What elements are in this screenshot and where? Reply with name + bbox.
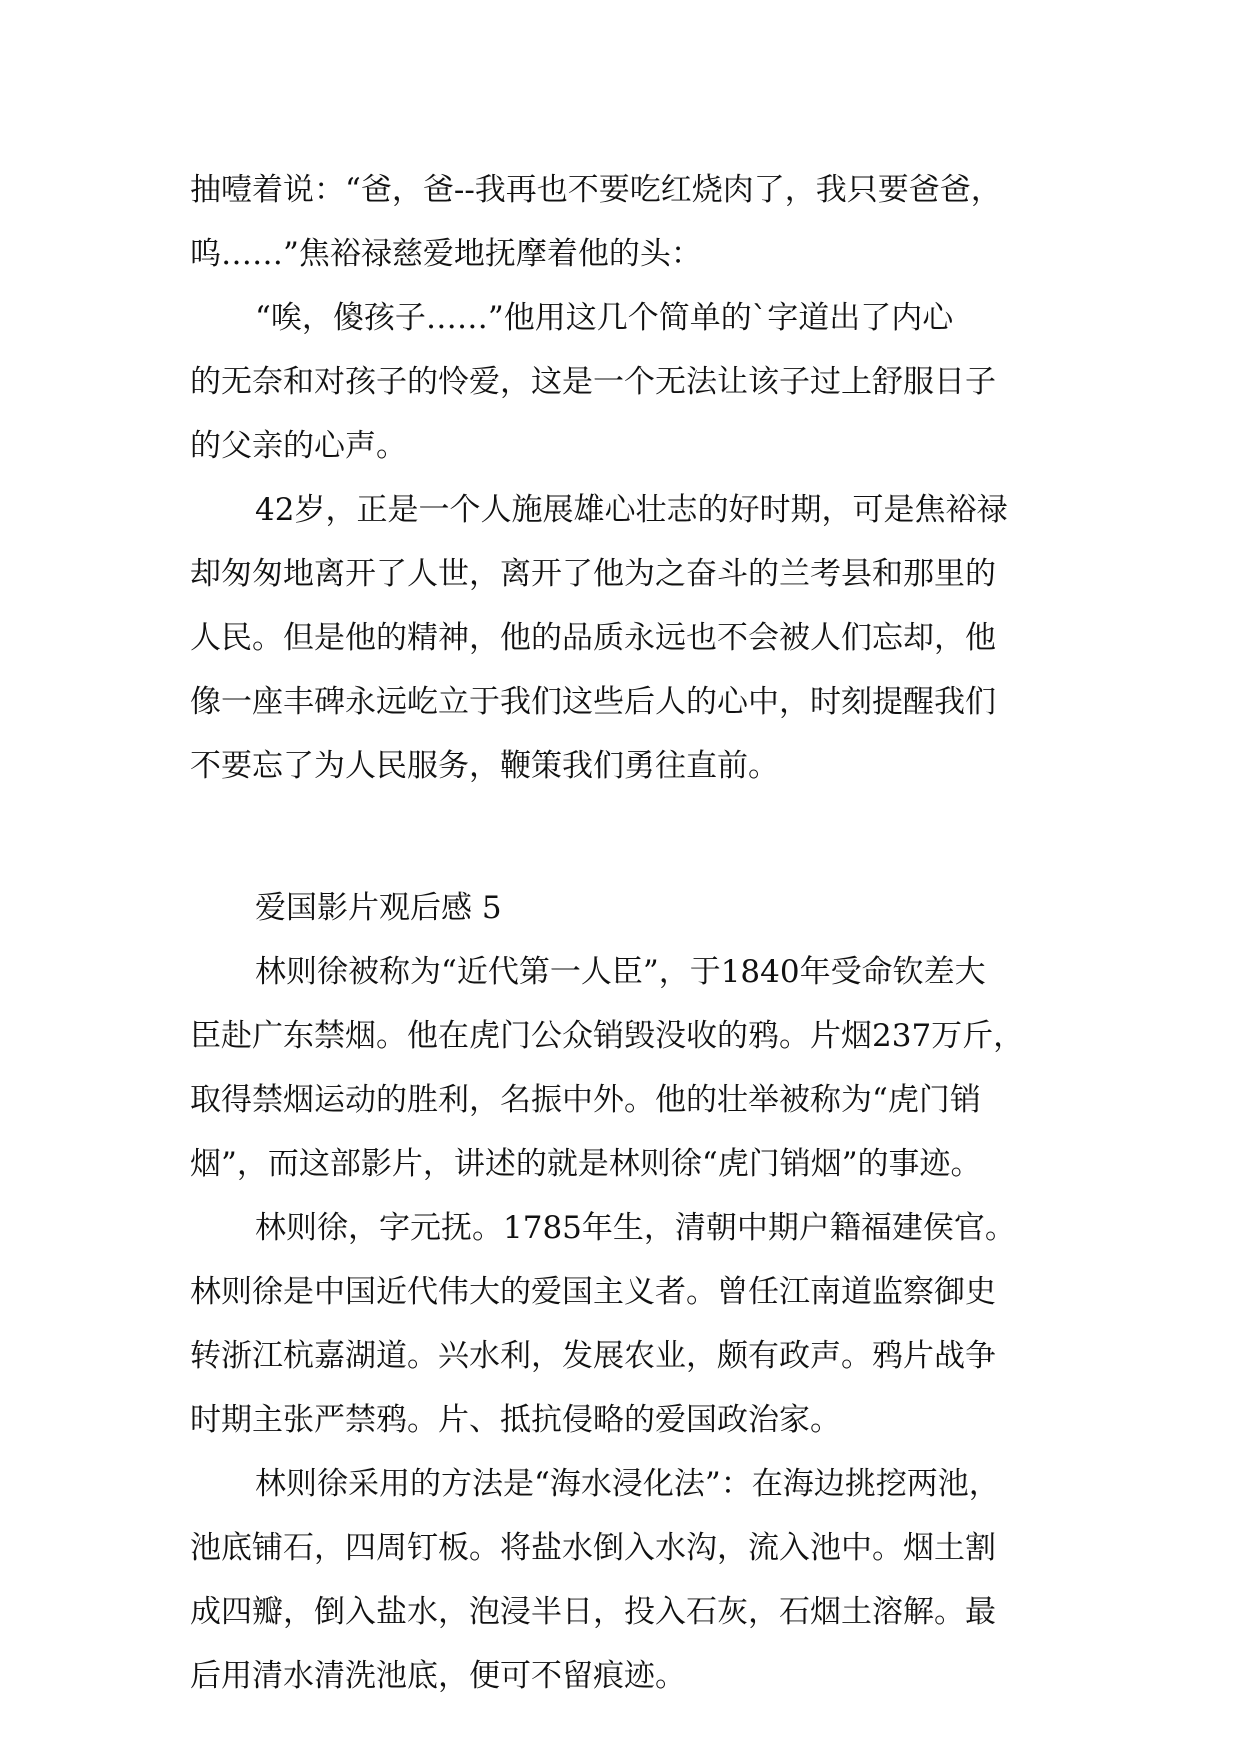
- text-line: 林则徐，字元抚。1785年生，清朝中期户籍福建侯官。: [255, 1210, 1016, 1246]
- text-line: 池底铺石，四周钉板。将盐水倒入水沟，流入池中。烟土割: [190, 1530, 996, 1566]
- text-line: “唉，傻孩子……”他用这几个简单的`字道出了内心: [255, 300, 954, 336]
- text-line: 却匆匆地离开了人世，离开了他为之奋斗的兰考县和那里的: [190, 556, 996, 592]
- text-line: 的无奈和对孩子的怜爱，这是一个无法让该子过上舒服日子: [190, 364, 996, 400]
- paragraph-group-before: [190, 158, 1060, 798]
- section-gap: [190, 798, 1060, 876]
- text-line: 呜……”焦裕禄慈爱地抚摩着他的头：: [190, 236, 702, 272]
- document-body: [190, 158, 1060, 1708]
- text-line: 林则徐采用的方法是“海水浸化法”：在海边挑挖两池，: [255, 1466, 1000, 1502]
- text-line: 像一座丰碑永远屹立于我们这些后人的心中，时刻提醒我们: [190, 684, 996, 720]
- text-line: 成四瓣，倒入盐水，泡浸半日，投入石灰，石烟土溶解。最: [190, 1594, 996, 1630]
- text-line: 林则徐是中国近代伟大的爱国主义者。曾任江南道监察御史: [190, 1274, 996, 1310]
- text-line: 林则徐被称为“近代第一人臣”，于1840年受命钦差大: [255, 954, 986, 990]
- section-heading: 爱国影片观后感 5: [255, 890, 502, 926]
- text-line: 转浙江杭嘉湖道。兴水利，发展农业，颇有政声。鸦片战争: [190, 1338, 996, 1374]
- text-line: 不要忘了为人民服务，鞭策我们勇往直前。: [190, 748, 779, 784]
- text-line: 烟”，而这部影片，讲述的就是林则徐“虎门销烟”的事迹。: [190, 1146, 982, 1182]
- text-line: 时期主张严禁鸦。片、抵抗侵略的爱国政治家。: [190, 1402, 841, 1438]
- text-line: 臣赴广东禁烟。他在虎门公众销毁没收的鸦。片烟237万斤，: [190, 1018, 1025, 1054]
- text-line: 后用清水清洗池底，便可不留痕迹。: [190, 1658, 686, 1694]
- text-line: 人民。但是他的精神，他的品质永远也不会被人们忘却，他: [190, 620, 996, 656]
- text-line: 的父亲的心声。: [190, 428, 407, 464]
- text-line: 42岁，正是一个人施展雄心壮志的好时期，可是焦裕禄: [255, 492, 1008, 528]
- text-line: 取得禁烟运动的胜利，名振中外。他的壮举被称为“虎门销: [190, 1082, 981, 1118]
- text-line: 抽噎着说：“爸，爸--我再也不要吃红烧肉了，我只要爸爸，: [190, 172, 1002, 208]
- paragraph-group-after: [190, 940, 1060, 1708]
